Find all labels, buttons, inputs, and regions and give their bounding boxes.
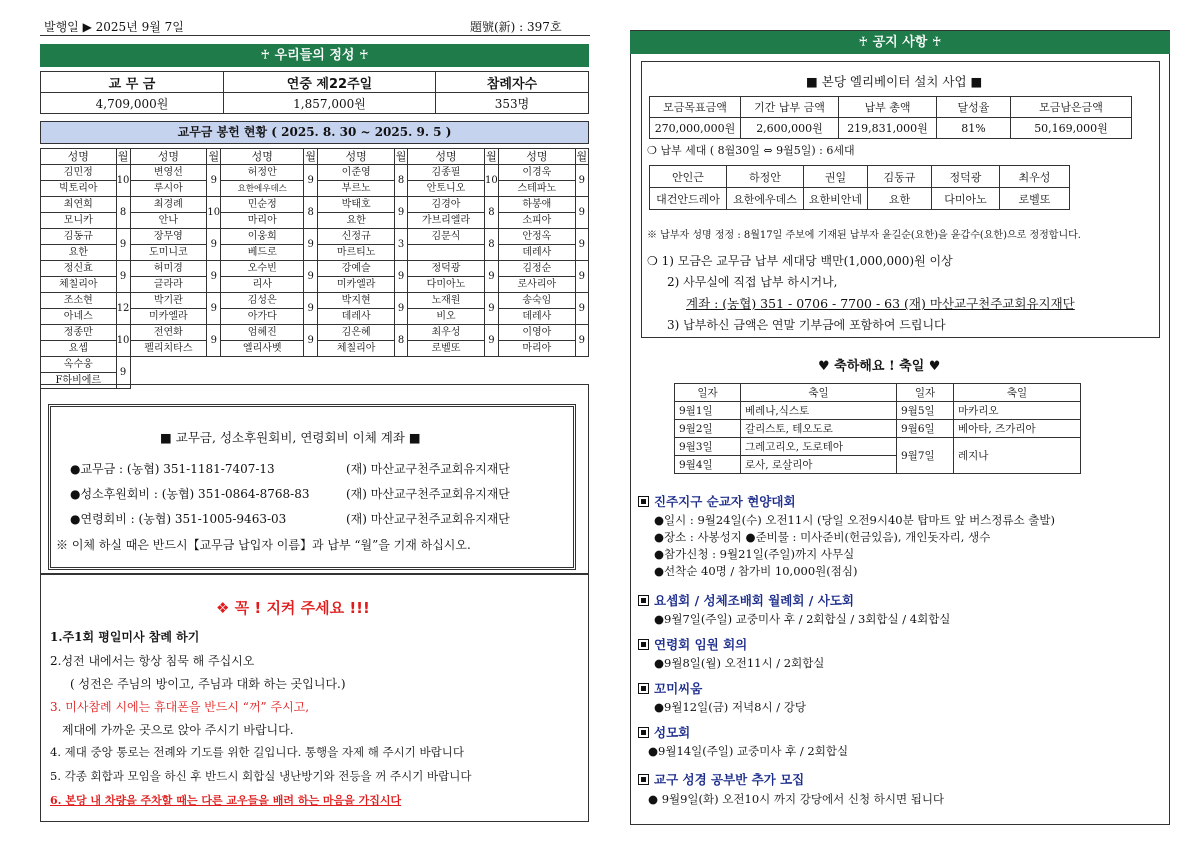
- donor-month: 9: [207, 325, 221, 357]
- donor-name: 정덕광: [408, 261, 485, 277]
- payer-baptism: 요한비안네: [804, 188, 868, 210]
- donor-name: 하봉애: [499, 197, 576, 213]
- donor-name: 이웅희: [221, 229, 304, 245]
- donor-month: 9: [207, 293, 221, 325]
- feast-saints: 로사, 로살리아: [741, 456, 897, 474]
- payer-baptism: 대건안드레아: [650, 188, 727, 210]
- donor-name: 허미경: [130, 261, 207, 277]
- donor-month: 9: [207, 165, 221, 197]
- payer-correction: ※ 납부자 성명 정정 : 8월17일 주보에 기재된 납부자 윤길순(요한)을 윤갑수(요한)으로 정정합니다.: [647, 230, 1081, 241]
- donor-month: 9: [484, 325, 498, 357]
- donor-name: 조소현: [41, 293, 117, 309]
- transfer-title: ■ 교무금, 성소후원회비, 연령회비 이체 계좌 ■: [160, 430, 421, 445]
- section-line: ●장소 : 사봉성지 ●준비물 : 미사준비(헌금있음), 개인돗자리, 생수: [654, 530, 991, 544]
- donor-month: 10: [116, 325, 130, 357]
- donor-baptismal-name: 소피아: [499, 213, 576, 229]
- donor-month: 8: [394, 165, 407, 197]
- donor-baptismal-name: 리사: [221, 277, 304, 293]
- notice-title: ♰ 공지 사항 ♰: [630, 31, 1170, 54]
- donor-baptismal-name: 데레사: [499, 245, 576, 261]
- donor-baptismal-name: 데레사: [318, 309, 395, 325]
- donor-baptismal-name: F하비에르: [41, 373, 117, 389]
- section-header: [638, 591, 854, 609]
- donor-baptismal-name: [408, 245, 485, 261]
- elevator-value: 219,831,000원: [839, 118, 937, 139]
- donor-baptismal-name: 미카엘라: [318, 277, 395, 293]
- donor-month: 9: [575, 261, 588, 293]
- payer-baptism: 다미아노: [932, 188, 1000, 210]
- section-line: ●9월14일(주일) 교중미사 후 / 2회합실: [648, 744, 849, 758]
- feast-saints: 레지나: [954, 438, 1081, 474]
- transfer-holder-3: (재) 마산교구천주교회유지재단: [346, 512, 510, 526]
- donor-name: 허정안: [221, 165, 304, 181]
- donor-baptismal-name: 로벨또: [408, 341, 485, 357]
- rule-6: 6. 본당 내 차량을 주차할 때는 다른 교우들을 배려 하는 마음을 가집시다: [50, 794, 402, 807]
- donor-name: 박기관: [130, 293, 207, 309]
- donor-baptismal-name: 루시아: [130, 181, 207, 197]
- elevator-value: 270,000,000원: [650, 118, 741, 139]
- donor-name: 이영아: [499, 325, 576, 341]
- pledge-table: [40, 71, 589, 114]
- donor-name: 민순정: [221, 197, 304, 213]
- donor-name: 엄혜진: [221, 325, 304, 341]
- section-header: [638, 492, 796, 510]
- elevator-guide-1: ❍ 1) 모금은 교무금 납부 세대당 백만(1,000,000)원 이상: [647, 254, 953, 268]
- donor-baptismal-name: 모니카: [41, 213, 117, 229]
- pledge-value: 353명: [436, 93, 589, 114]
- section-line: ●9월12일(금) 저녁8시 / 강당: [654, 700, 806, 714]
- section-title: 성모회: [654, 725, 691, 740]
- feast-saints: 베레나,식스토: [741, 402, 897, 420]
- donor-month: 9: [575, 325, 588, 357]
- donor-month: 8: [484, 229, 498, 261]
- donor-baptismal-name: 요셉: [41, 341, 117, 357]
- donor-baptismal-name: 체칠리아: [41, 277, 117, 293]
- feast-saints: 베아타, 즈가리아: [954, 420, 1081, 438]
- donor-month: 9: [116, 261, 130, 293]
- feast-saints: 그레고리오, 도로테아: [741, 438, 897, 456]
- square-bullet-icon: [638, 595, 649, 606]
- donor-baptismal-name: 글라라: [130, 277, 207, 293]
- donor-header: 성명: [408, 149, 485, 165]
- section-title: 요셉회 / 성체조배회 월례회 / 사도회: [654, 593, 854, 608]
- donor-header: 성명: [318, 149, 395, 165]
- feast-saints: 갈리스토, 테오도로: [741, 420, 897, 438]
- donor-header: 월: [576, 149, 588, 163]
- donor-name: 김동규: [41, 229, 117, 245]
- donor-name: 노재원: [408, 293, 485, 309]
- payer-name: 하정안: [727, 166, 804, 188]
- elevator-header: 모금목표금액: [650, 97, 741, 118]
- donor-baptismal-name: 비오: [408, 309, 485, 325]
- donor-name: 최연희: [41, 197, 117, 213]
- donor-month: 9: [575, 229, 588, 261]
- donor-baptismal-name: 부르노: [318, 181, 395, 197]
- donor-name: 변영선: [130, 165, 207, 181]
- donor-header: 월: [208, 149, 220, 163]
- donor-month: 9: [394, 261, 407, 293]
- donor-name: 정신효: [41, 261, 117, 277]
- square-bullet-icon: [638, 774, 649, 785]
- payer-name: 최우성: [1000, 166, 1070, 188]
- payer-name: 권일: [804, 166, 868, 188]
- square-bullet-icon: [638, 496, 649, 507]
- donor-baptismal-name: 요한: [318, 213, 395, 229]
- donor-name: 김종필: [408, 165, 485, 181]
- section-line: ● 9월9일(화) 오전10시 까지 강당에서 신청 하시면 됩니다: [648, 792, 945, 806]
- transfer-account-2: ●성소후원회비 : (농협) 351-0864-8768-83: [70, 487, 310, 501]
- donor-name: 송숙임: [499, 293, 576, 309]
- feast-date: 9월6일: [897, 420, 954, 438]
- donor-header: 성명: [499, 149, 576, 165]
- section-line: ●선착순 40명 / 참가비 10,000원(점심): [654, 564, 858, 578]
- section-header: [638, 679, 702, 697]
- donor-month: 8: [304, 197, 318, 229]
- elevator-households: ❍ 납부 세대 ( 8월30일 ⇔ 9월5일) : 6세대: [647, 144, 855, 157]
- transfer-account-3: ●연령회비 : (농협) 351-1005-9463-03: [70, 512, 287, 526]
- donor-month: 10: [484, 165, 498, 197]
- rule-5: 5. 각종 회합과 모임을 하신 후 반드시 회합실 냉난방기와 전등을 꺼 주시기 바랍니다: [50, 769, 472, 783]
- donor-baptismal-name: 데레사: [499, 309, 576, 325]
- donor-month: 9: [304, 325, 318, 357]
- pledge-value: 4,709,000원: [41, 93, 224, 114]
- donor-baptismal-name: 체칠리아: [318, 341, 395, 357]
- rule-3-cont: 제대에 가까운 곳으로 앉아 주시기 바랍니다.: [62, 723, 294, 737]
- donor-baptismal-name: 마리아: [221, 213, 304, 229]
- donor-month: 3: [394, 229, 407, 261]
- donor-baptismal-name: 베드로: [221, 245, 304, 261]
- transfer-note: ※ 이체 하실 때은 반드시【교무금 납입자 이름】과 납부 “월”을 기재 하십시오.: [56, 538, 471, 552]
- feast-date: 9월1일: [675, 402, 741, 420]
- payer-baptism: 요한에우데스: [727, 188, 804, 210]
- donor-month: 9: [304, 165, 318, 197]
- donor-baptismal-name: 요한: [41, 245, 117, 261]
- donor-month: 9: [394, 293, 407, 325]
- feast-date: 9월2일: [675, 420, 741, 438]
- donor-name: 김문식: [408, 229, 485, 245]
- donor-name: 옥수웅: [41, 357, 117, 373]
- donor-baptismal-name: 펠리치타스: [130, 341, 207, 357]
- pledge-value: 1,857,000원: [224, 93, 436, 114]
- donor-month: 8: [484, 197, 498, 229]
- donor-name: 오수빈: [221, 261, 304, 277]
- donor-month: 9: [207, 229, 221, 261]
- donor-name: 안정옥: [499, 229, 576, 245]
- donor-name: 장무영: [130, 229, 207, 245]
- feast-title: ♥ 축하해요 ! 축일 ♥: [818, 359, 941, 374]
- header-rule: [40, 35, 590, 36]
- donor-baptismal-name: 가브리엘라: [408, 213, 485, 229]
- donor-name: 이경욱: [499, 165, 576, 181]
- rule-2-note: ( 성전은 주님의 방이고, 주님과 대화 하는 곳입니다.): [70, 677, 346, 691]
- donor-header: 월: [395, 149, 407, 163]
- donor-header: 성명: [221, 149, 304, 165]
- square-bullet-icon: [638, 639, 649, 650]
- donor-month: 9: [116, 357, 130, 389]
- donor-month: 9: [575, 293, 588, 325]
- section-title: 연령회 임원 회의: [654, 637, 748, 652]
- donor-baptismal-name: 빅토리아: [41, 181, 117, 197]
- feast-table: [674, 383, 1081, 474]
- donor-month: 8: [116, 197, 130, 229]
- feast-header: 일자: [897, 384, 954, 402]
- donor-name: 전연화: [130, 325, 207, 341]
- donor-baptismal-name: 안토니오: [408, 181, 485, 197]
- feast-date: 9월3일: [675, 438, 741, 456]
- payer-baptism: 요한: [868, 188, 932, 210]
- section-title: 꼬미씨움: [654, 681, 703, 696]
- donor-baptismal-name: 안나: [130, 213, 207, 229]
- square-bullet-icon: [638, 727, 649, 738]
- section-line: ●9월7일(주일) 교중미사 후 / 2회합실 / 3회합실 / 4회합실: [654, 612, 951, 626]
- elevator-title: ■ 본당 엘리베이터 설치 사업 ■: [806, 74, 983, 89]
- donor-title: 교무금 봉헌 현황 ( 2025. 8. 30 ~ 2025. 9. 5 ): [40, 121, 589, 144]
- donor-name: 이준영: [318, 165, 395, 181]
- donor-baptismal-name: 다미아노: [408, 277, 485, 293]
- section-title: 교구 성경 공부반 추가 모집: [654, 772, 805, 787]
- donor-baptismal-name: 마리아: [499, 341, 576, 357]
- donor-name: 정종만: [41, 325, 117, 341]
- elevator-value: 81%: [937, 118, 1011, 139]
- transfer-holder-1: (재) 마산교구천주교회유지재단: [346, 462, 510, 476]
- feast-date: 9월4일: [675, 456, 741, 474]
- elevator-value: 2,600,000원: [741, 118, 839, 139]
- feast-date: 9월7일: [897, 438, 954, 474]
- donor-name: 김민정: [41, 165, 117, 181]
- donor-baptismal-name: 로사리아: [499, 277, 576, 293]
- donor-month: 10: [207, 197, 221, 229]
- donor-name: 박지현: [318, 293, 395, 309]
- section-line: ●9월8일(월) 오전11시 / 2회합실: [654, 656, 825, 670]
- donor-baptismal-name: 스테파노: [499, 181, 576, 197]
- donor-table: [40, 148, 589, 389]
- elevator-header: 기간 납부 금액: [741, 97, 839, 118]
- donor-month: 9: [575, 165, 588, 197]
- section-title: 진주지구 순교자 현양대회: [654, 494, 796, 509]
- donor-name: 강예슬: [318, 261, 395, 277]
- donor-baptismal-name: 도미니코: [130, 245, 207, 261]
- donor-baptismal-name: 미카엘라: [130, 309, 207, 325]
- donor-name: 김경아: [408, 197, 485, 213]
- donor-header: 월: [486, 149, 497, 163]
- offering-title: ♰ 우리들의 정성 ♰: [40, 44, 589, 67]
- donor-month: 12: [116, 293, 130, 325]
- rule-3: 3. 미사참례 시에는 휴대폰을 반드시 “꺼” 주시고,: [50, 700, 310, 714]
- square-bullet-icon: [638, 683, 649, 694]
- elevator-guide-2: 2) 사무실에 직접 납부 하시거나,: [667, 275, 838, 289]
- section-line: ●참가신청 : 9월21일(주일)까지 사무실: [654, 547, 855, 561]
- section-header: [638, 723, 690, 741]
- donor-name: 김은혜: [318, 325, 395, 341]
- elevator-value: 50,169,000원: [1011, 118, 1132, 139]
- donor-month: 9: [304, 261, 318, 293]
- donor-baptismal-name: 요한에우데스: [221, 181, 304, 197]
- donor-name: 최경례: [130, 197, 207, 213]
- feast-header: 축일: [954, 384, 1081, 402]
- feast-date: 9월5일: [897, 402, 954, 420]
- payer-name: 김동규: [868, 166, 932, 188]
- donor-month: 9: [207, 261, 221, 293]
- donor-month: 9: [575, 197, 588, 229]
- donor-baptismal-name: 마르티노: [318, 245, 395, 261]
- feast-saints: 마카리오: [954, 402, 1081, 420]
- donor-month: 9: [304, 293, 318, 325]
- rule-1: 1.주1회 평일미사 참례 하기: [50, 630, 200, 644]
- donor-name: 박태호: [318, 197, 395, 213]
- elevator-header: 납부 총액: [839, 97, 937, 118]
- rule-2: 2.성전 내에서는 항상 침묵 해 주십시오: [50, 654, 255, 668]
- donor-baptismal-name: 아가다: [221, 309, 304, 325]
- elevator-header: 모금남은금액: [1011, 97, 1132, 118]
- donor-name: 신정규: [318, 229, 395, 245]
- elevator-guide-3: 3) 납부하신 금액은 연말 기부금에 포함하여 드립니다: [667, 318, 946, 332]
- payer-baptism: 로벨또: [1000, 188, 1070, 210]
- donor-header: 월: [305, 149, 317, 163]
- donor-name: 김성은: [221, 293, 304, 309]
- elevator-header: 달성율: [937, 97, 1011, 118]
- pledge-header: 연중 제22주일: [224, 72, 436, 93]
- elevator-table: [649, 96, 1132, 139]
- donor-month: 9: [484, 261, 498, 293]
- payer-table: [649, 165, 1070, 210]
- transfer-account-1: ●교무금 : (농협) 351-1181-7407-13: [70, 462, 275, 476]
- feast-header: 축일: [741, 384, 897, 402]
- transfer-holder-2: (재) 마산교구천주교회유지재단: [346, 487, 510, 501]
- donor-baptismal-name: 엘리사벳: [221, 341, 304, 357]
- feast-header: 일자: [675, 384, 741, 402]
- issue-number: 題號(新) : 397호: [470, 20, 562, 34]
- donor-month: 9: [394, 197, 407, 229]
- issue-date: 발행일 ▶ 2025년 9월 7일: [44, 20, 184, 34]
- donor-header: 월: [117, 149, 129, 163]
- donor-month: 9: [304, 229, 318, 261]
- rule-4: 4. 제대 중앙 통로는 전례와 기도를 위한 길입니다. 통행을 자제 해 주시기 바랍니다: [50, 745, 464, 759]
- payer-name: 정덕광: [932, 166, 1000, 188]
- donor-month: 10: [116, 165, 130, 197]
- payer-name: 안인근: [650, 166, 727, 188]
- section-header: [638, 770, 804, 788]
- donor-month: 9: [484, 293, 498, 325]
- rules-title: ❖ 꼭 ! 지켜 주세요 !!!: [216, 599, 370, 617]
- donor-name: 최우성: [408, 325, 485, 341]
- donor-month: 8: [394, 325, 407, 357]
- donor-baptismal-name: 아네스: [41, 309, 117, 325]
- donor-header: 성명: [41, 149, 117, 165]
- donor-name: 김정순: [499, 261, 576, 277]
- donor-month: 9: [116, 229, 130, 261]
- elevator-account: 계좌 : (농협) 351 - 0706 - 7700 - 63 (재) 마산교구천주교회유지재단: [686, 296, 1075, 311]
- pledge-header: 참례자수: [436, 72, 589, 93]
- section-header: [638, 635, 747, 653]
- section-line: ●일시 : 9월24일(수) 오전11시 (당일 오전9시40분 탑마트 앞 버스정류소 출발): [654, 513, 1056, 527]
- donor-header: 성명: [130, 149, 207, 165]
- pledge-header: 교 무 금: [41, 72, 224, 93]
